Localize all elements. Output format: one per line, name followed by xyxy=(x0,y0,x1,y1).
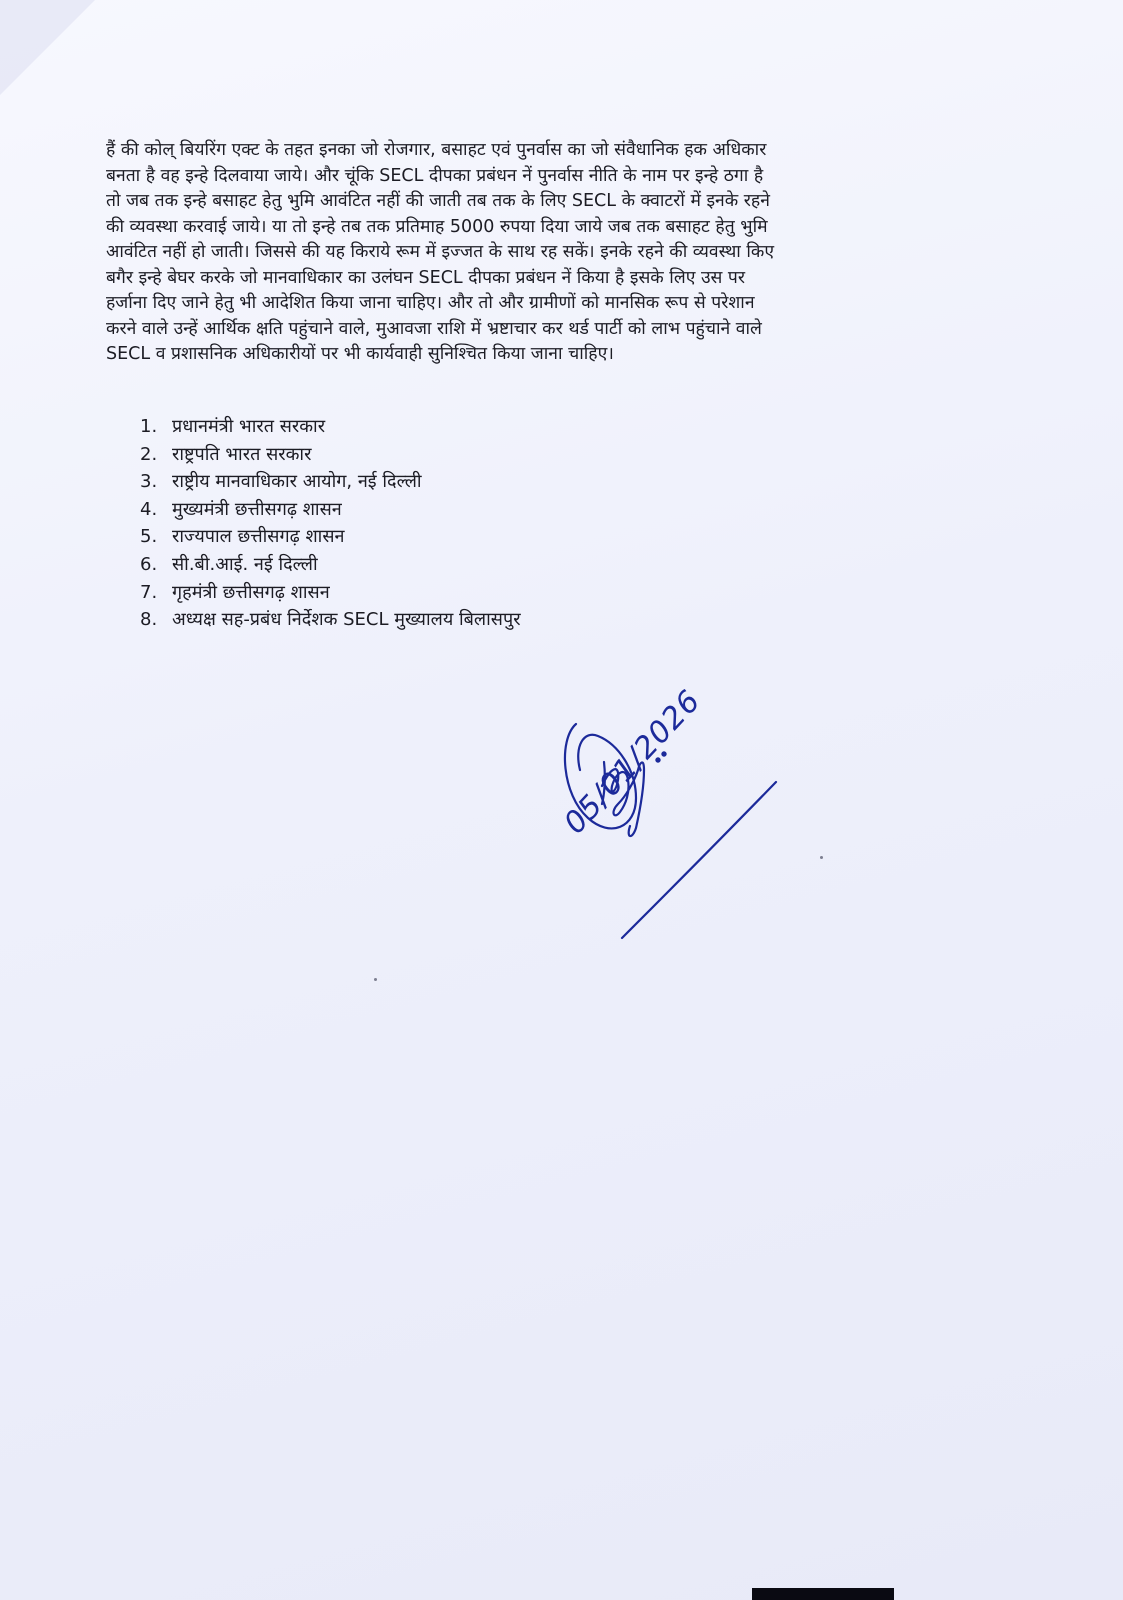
recipient-item xyxy=(140,496,521,524)
signature-date: 05/01/2026 xyxy=(557,683,708,841)
paragraph-line: तो जब तक इन्हे बसाहट हेतु भुमि आवंटित नहीं की जाती तब तक के लिए SECL के क्वाटरों में इनके रहने xyxy=(106,191,770,211)
recipient-item xyxy=(140,441,521,469)
recipient-list xyxy=(140,413,521,634)
recipient-text: राष्ट्रीय मानवाधिकार आयोग, नई दिल्ली xyxy=(172,471,422,493)
page-fold-shadow xyxy=(0,0,95,95)
recipient-number: 1. xyxy=(140,416,158,437)
paragraph-line: हैं की कोल् बियरिंग एक्ट के तहत इनका जो रोजगार, बसाहट एवं पुनर्वास का जो संवैधानिक हक अधिकार xyxy=(106,140,767,160)
recipient-number: 2. xyxy=(140,443,158,465)
paragraph-line: बगैर इन्हे बेघर करके जो मानवाधिकार का उलंघन SECL दीपका प्रबंधन नें किया है इसके लिए उस पर xyxy=(106,267,746,288)
recipient-item xyxy=(140,413,521,441)
recipient-item xyxy=(140,468,521,496)
recipient-number: 3. xyxy=(140,471,158,493)
recipient-number: 5. xyxy=(140,526,158,548)
recipient-text: अध्यक्ष सह-प्रबंध निर्देशक SECL मुख्यालय बिलासपुर xyxy=(172,609,521,631)
recipient-text: सी.बी.आई. नई दिल्ली xyxy=(172,553,318,575)
paragraph-line: बनता है वह इन्हे दिलवाया जाये। और चूंकि SECL दीपका प्रबंधन नें पुनर्वास नीति के नाम पर इन्हे ठगा है xyxy=(106,165,764,186)
paper-speck xyxy=(820,856,823,859)
recipient-item xyxy=(140,579,521,607)
recipient-number: 6. xyxy=(140,553,158,575)
paragraph-line: आवंटित नहीं हो जाती। जिससे की यह किराये रूम में इज्जत के साथ रह सकें। इनके रहने की व्यवस्था किए xyxy=(106,242,775,262)
recipient-item xyxy=(140,551,521,579)
paragraph-line: SECL व प्रशासनिक अधिकारीयों पर भी कार्यवाही सुनिश्चित किया जाना चाहिए। xyxy=(106,344,614,364)
recipient-number: 4. xyxy=(140,498,158,520)
paragraph-line: हर्जाना दिए जाने हेतु भी आदेशित किया जाना चाहिए। और तो और ग्रामीणों को मानसिक रूप से परेशान xyxy=(106,293,755,313)
recipient-text: राज्यपाल छत्तीसगढ़ शासन xyxy=(172,526,345,548)
recipient-number: 8. xyxy=(140,609,158,631)
recipient-text: प्रधानमंत्री भारत सरकार xyxy=(172,416,326,437)
paragraph-line: की व्यवस्था करवाई जाये। या तो इन्हे तब तक प्रतिमाह 5000 रुपया दिया जाये जब तक बसाहट हेतु भुमि xyxy=(106,216,768,237)
recipient-number: 7. xyxy=(140,581,158,603)
paper-speck xyxy=(374,978,377,981)
recipient-text: गृहमंत्री छत्तीसगढ़ शासन xyxy=(172,581,330,603)
recipient-item xyxy=(140,523,521,551)
scan-edge-bar xyxy=(752,1588,894,1600)
paragraph-line: करने वाले उन्हें आर्थिक क्षति पहुंचाने वाले, मुआवजा राशि में भ्रष्टाचार कर थर्ड पार्टी को लाभ पहुंचाने वाले xyxy=(106,318,762,339)
body-paragraph xyxy=(106,138,956,368)
recipient-item xyxy=(140,606,521,634)
recipient-text: राष्ट्रपति भारत सरकार xyxy=(172,443,312,465)
recipient-text: मुख्यमंत्री छत्तीसगढ़ शासन xyxy=(172,498,342,520)
